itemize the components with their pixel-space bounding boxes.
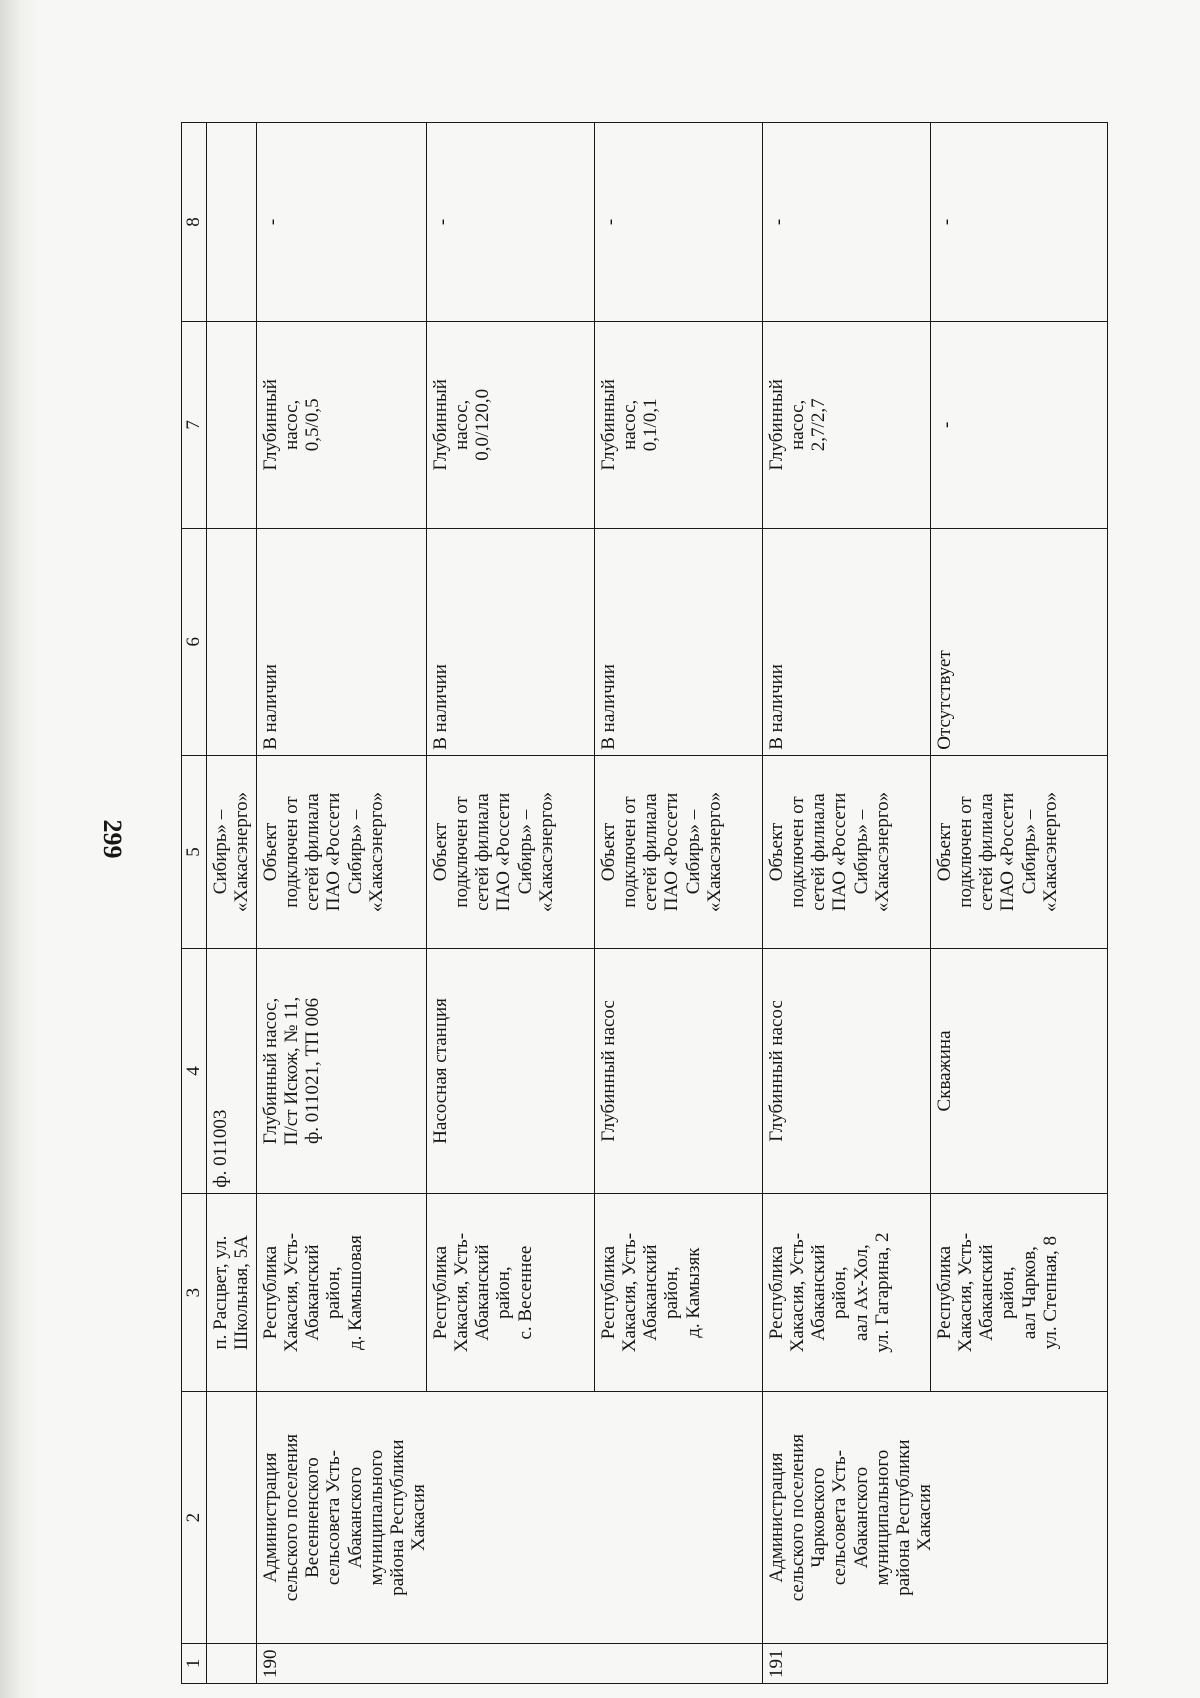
equipment-value: -	[935, 421, 957, 428]
cont-org	[207, 1392, 257, 1643]
note	[594, 123, 762, 322]
note-value: -	[599, 218, 621, 226]
connection: Объект подключен от сетей филиала ПАО «Россети Сибирь» – «Хакасэнерго»	[930, 755, 1107, 948]
col-header-1: 1	[182, 1643, 207, 1683]
rotated-page	[181, 122, 1108, 1684]
table-frame	[181, 122, 1108, 1684]
col-header-6: 6	[182, 528, 207, 755]
note	[426, 123, 594, 322]
cont-equipment	[207, 321, 257, 528]
cont-address: п. Расцвет, ул. Школьная, 5А	[207, 1193, 257, 1392]
address: Республика Хакасия, Усть- Абаканский район, с. Весеннее	[426, 1193, 594, 1392]
organization: Администрация сельского поселения Весенненского сельсовета Усть- Абаканского муниципального района Республики Хакасия	[256, 1392, 762, 1643]
note	[256, 123, 426, 322]
object: Глубинный насос	[594, 949, 762, 1193]
availability: Отсутствует	[930, 528, 1107, 755]
connection: Объект подключен от сетей филиала ПАО «Россети Сибирь» – «Хакасэнерго»	[426, 755, 594, 948]
col-header-2: 2	[182, 1392, 207, 1643]
row-number: 190	[256, 1643, 762, 1683]
equipment	[930, 321, 1107, 528]
equipment: Глубинный насос, 0,1/0,1	[594, 321, 762, 528]
cont-availability	[207, 528, 257, 755]
address: Республика Хакасия, Усть- Абаканский район, д. Камышовая	[256, 1193, 426, 1392]
cont-note	[207, 123, 257, 322]
col-header-7: 7	[182, 321, 207, 528]
cont-object: ф. 011003	[207, 949, 257, 1193]
equipment: Глубинный насос, 2,7/2,7	[762, 321, 930, 528]
cont-connection: Сибирь» – «Хакасэнерго»	[207, 755, 257, 948]
equipment: Глубинный насос, 0,5/0,5	[256, 321, 426, 528]
page-number: 299	[98, 819, 127, 859]
organization: Администрация сельского поселения Чарковского сельсовета Усть- Абаканского муниципального района Республики Хакасия	[762, 1392, 1107, 1643]
note-value: -	[261, 218, 283, 226]
connection: Объект подключен от сетей филиала ПАО «Россети Сибирь» – «Хакасэнерго»	[594, 755, 762, 948]
data-table	[181, 122, 1108, 1684]
object: Насосная станция	[426, 949, 594, 1193]
object: Скважина	[930, 949, 1107, 1193]
object: Глубинный насос	[762, 949, 930, 1193]
scan-edge	[0, 0, 40, 1698]
cont-num	[207, 1643, 257, 1683]
address: Республика Хакасия, Усть- Абаканский район, аал Ах-Хол, ул. Гагарина, 2	[762, 1193, 930, 1392]
object: Глубинный насос, П/ст Искож, № 11, ф. 011021, ТП 006	[256, 949, 426, 1193]
col-header-5: 5	[182, 755, 207, 948]
note-value: -	[431, 218, 453, 226]
address: Республика Хакасия, Усть- Абаканский район, д. Камызяк	[594, 1193, 762, 1392]
note-value: -	[935, 218, 957, 226]
col-header-4: 4	[182, 949, 207, 1193]
connection: Объект подключен от сетей филиала ПАО «Россети Сибирь» – «Хакасэнерго»	[762, 755, 930, 948]
header-row	[182, 123, 207, 1684]
availability: В наличии	[594, 528, 762, 755]
note	[930, 123, 1107, 322]
equipment: Глубинный насос, 0,0/120,0	[426, 321, 594, 528]
col-header-3: 3	[182, 1193, 207, 1392]
connection: Объект подключен от сетей филиала ПАО «Россети Сибирь» – «Хакасэнерго»	[256, 755, 426, 948]
continuation-row	[207, 123, 257, 1684]
note-value: -	[767, 218, 789, 226]
col-header-8: 8	[182, 123, 207, 322]
availability: В наличии	[426, 528, 594, 755]
availability: В наличии	[762, 528, 930, 755]
row-number: 191	[762, 1643, 1107, 1683]
table-row	[256, 123, 426, 1684]
address: Республика Хакасия, Усть- Абаканский район, аал Чарков, ул. Степная, 8	[930, 1193, 1107, 1392]
table-row	[762, 123, 930, 1684]
note	[762, 123, 930, 322]
availability: В наличии	[256, 528, 426, 755]
